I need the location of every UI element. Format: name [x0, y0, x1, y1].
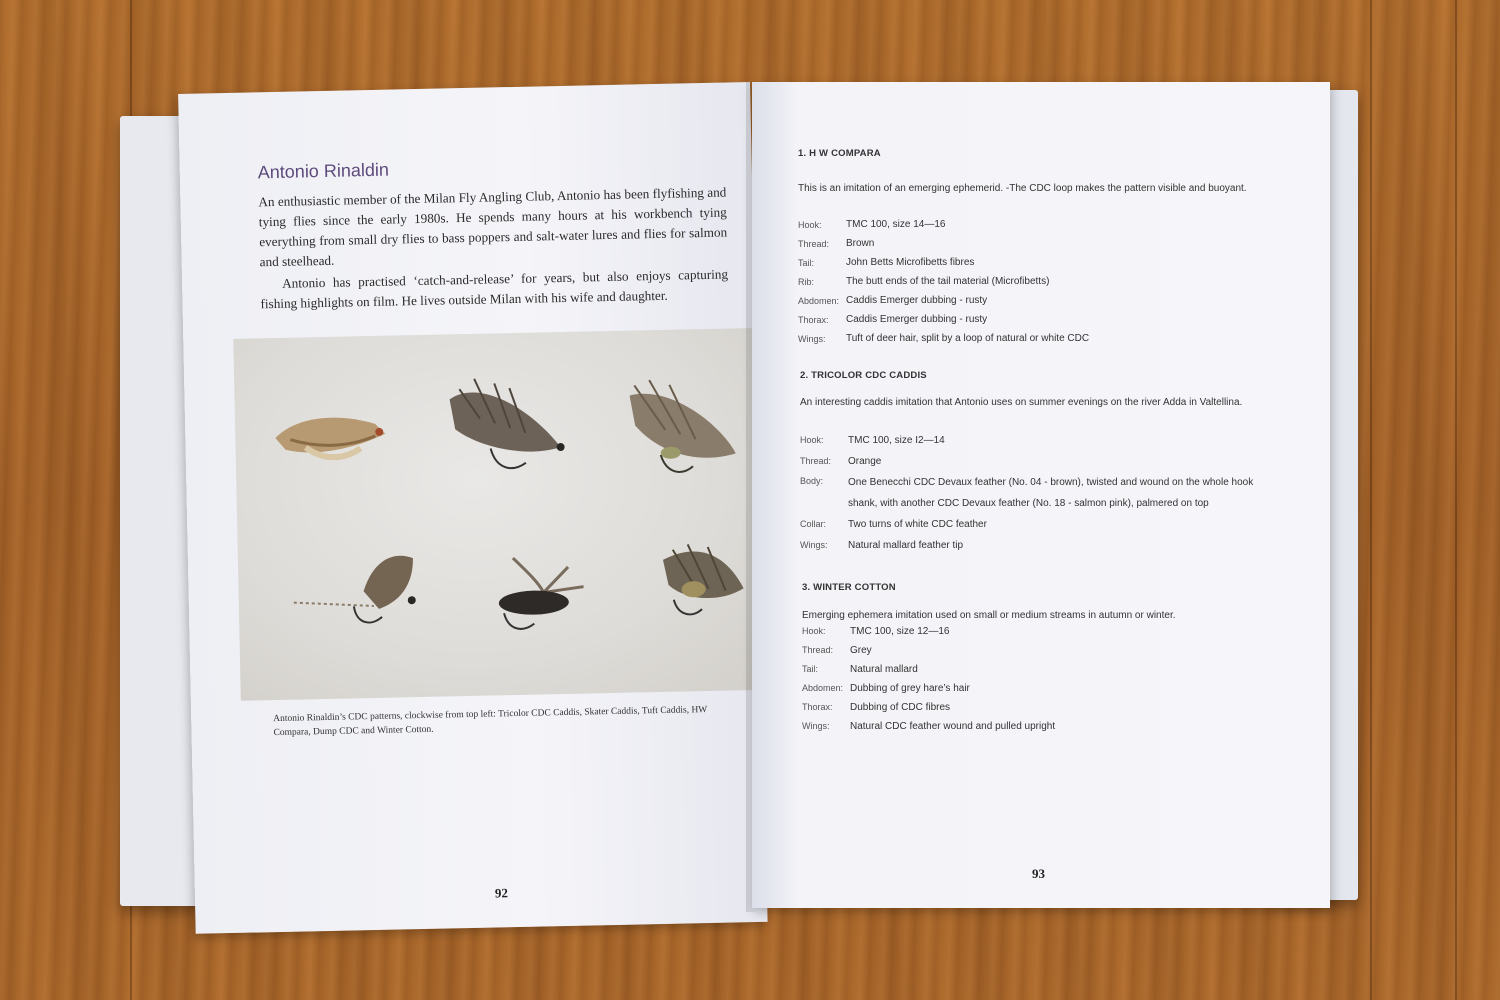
- fly-tricolor-cdc-caddis: [275, 417, 386, 459]
- recipe-row: Hook: TMC 100, size I2—14: [800, 435, 945, 446]
- section-description-tricolor-cdc-caddis: An interesting caddis imitation that Antonio uses on summer evenings on the river Adda in Valtellina.: [800, 397, 1243, 408]
- recipe-row: Tail: Natural mallard: [802, 664, 918, 675]
- recipe-row: Abdomen: Dubbing of grey hare’s hair: [802, 683, 970, 694]
- recipe-row: Collar: Two turns of white CDC feather: [800, 519, 987, 530]
- left-page: [178, 82, 767, 934]
- recipe-row: Wings: Natural CDC feather wound and pulled upright: [802, 721, 1056, 732]
- photo-caption: Antonio Rinaldin’s CDC patterns, clockwise from top left: Tricolor CDC Caddis, Skater Caddis, Tuft Caddis, HW Compara, Dump CDC and Winter Cotton.: [273, 705, 708, 739]
- recipe-row: Body: One Benecchi CDC Devaux feather (No. 04 - brown), twisted and wound on the whole hook shank, with another CDC Devaux feather (No. 18 - salmon pink), palmered on top: [800, 476, 1254, 509]
- recipe-row: Tail: John Betts Microfibetts fibres: [798, 257, 975, 268]
- recipe-list-winter-cotton: [802, 622, 1055, 736]
- recipe-row: Thread: Orange: [800, 456, 882, 467]
- fly-winter-cotton: [663, 543, 744, 615]
- recipe-row: Wings: Tuft of deer hair, split by a loop of natural or white CDC: [798, 333, 1090, 344]
- page-number-right: 93: [1032, 866, 1045, 881]
- section-heading-tricolor-cdc-caddis: 2. TRICOLOR CDC CADDIS: [800, 370, 927, 381]
- recipe-row: Thread: Brown: [798, 238, 875, 249]
- fly-patterns-photo: [233, 328, 768, 701]
- fly-dump-cdc: [498, 557, 584, 630]
- fly-tuft-caddis: [629, 378, 736, 473]
- recipe-row: Abdomen: Caddis Emerger dubbing - rusty: [798, 295, 988, 306]
- recipe-row: Thread: Grey: [802, 645, 872, 656]
- bio-paragraph-1: An enthusiastic member of the Milan Fly Angling Club, Antonio has been flyfishing and tying flies since the early 1980s. He spends many hours at his workbench tying everything from small dry flies to bass poppers and salt-water lures and flies for salmon and steelhead.: [258, 184, 728, 270]
- fly-patterns-illustration: [233, 328, 768, 701]
- recipe-row: Wings: Natural mallard feather tip: [800, 540, 964, 551]
- recipe-list-tricolor-cdc-caddis: [800, 430, 1258, 556]
- bio-paragraph-2: Antonio has practised ‘catch-and-release’ for years, but also enjoys capturing fishing highlights on film. He lives outside Milan with his wife and daughter.: [260, 266, 729, 312]
- section-heading-hw-compara: 1. H W COMPARA: [798, 148, 881, 159]
- recipe-row: Rib: The butt ends of the tail material (Microfibetts): [798, 276, 1050, 287]
- recipe-row: Thorax: Dubbing of CDC fibres: [802, 702, 951, 713]
- recipe-row: Thorax: Caddis Emerger dubbing - rusty: [798, 314, 988, 325]
- section-description-winter-cotton: Emerging ephemera imitation used on small or medium streams in autumn or winter.: [802, 610, 1176, 621]
- recipe-row: Hook: TMC 100, size 14—16: [798, 219, 946, 230]
- recipe-row: Hook: TMC 100, size 12—16: [802, 626, 950, 637]
- section-description-hw-compara: This is an imitation of an emerging ephemerid. -The CDC loop makes the pattern visible and buoyant.: [798, 183, 1247, 194]
- right-page: [752, 82, 1330, 908]
- section-heading-winter-cotton: 3. WINTER COTTON: [802, 582, 896, 593]
- fly-skater-caddis: [449, 377, 565, 469]
- fly-hw-compara: [293, 555, 416, 624]
- page-number-left: 92: [494, 885, 509, 901]
- open-book: [120, 78, 1360, 938]
- recipe-list-hw-compara: [798, 216, 1089, 349]
- page-title: Antonio Rinaldin: [257, 159, 390, 183]
